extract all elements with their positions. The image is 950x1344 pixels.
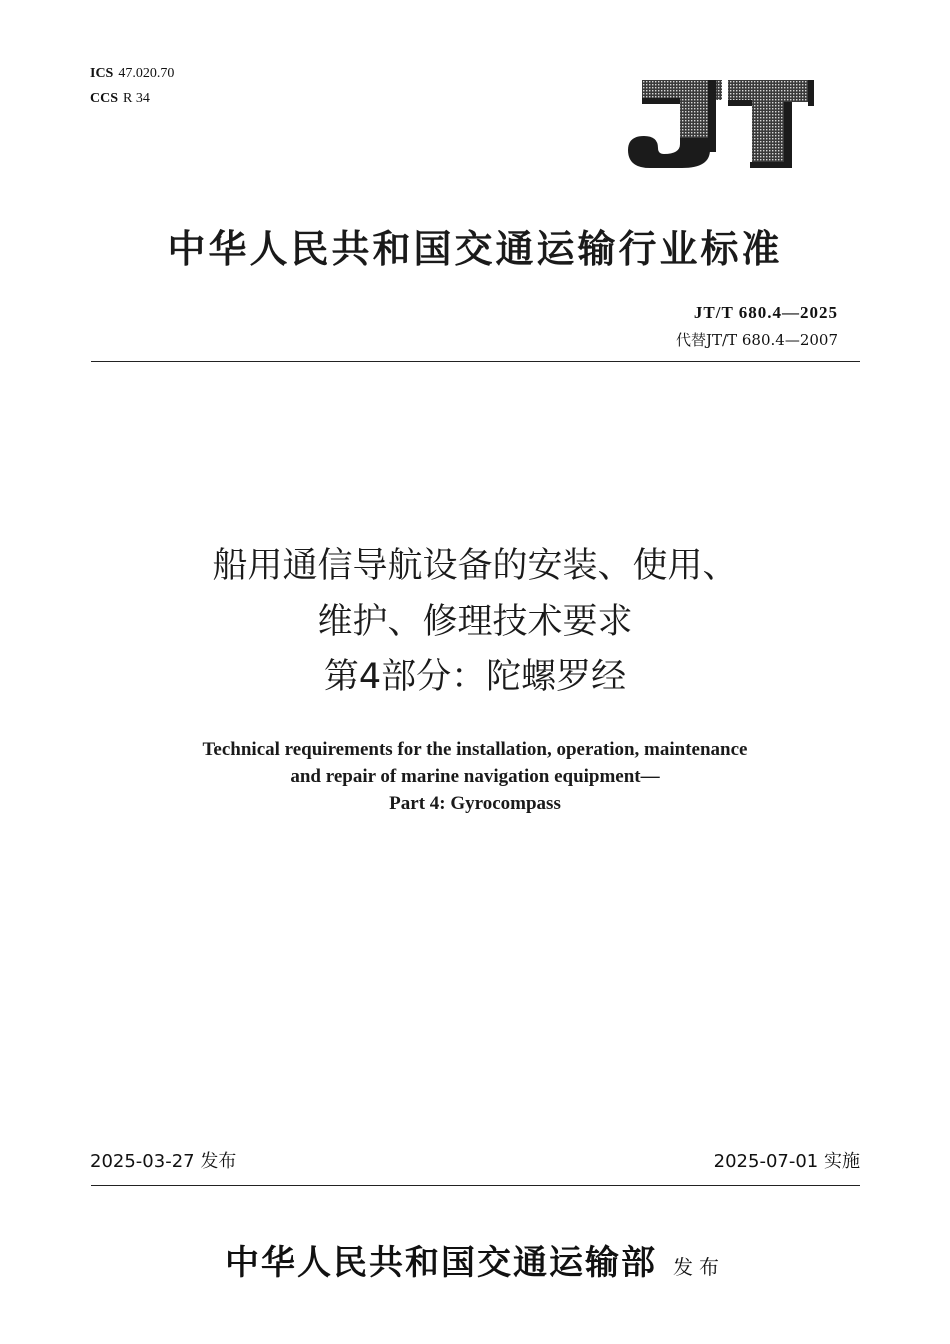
title-cn-line-3: 第4部分：陀螺罗经 (323, 657, 627, 697)
ccs-code (90, 91, 150, 107)
title-en-line-1: Technical requirements for the installation, operation, maintenance (202, 739, 748, 760)
jt-logo (622, 72, 817, 174)
issuer-suffix: 发布 (673, 1255, 725, 1279)
standard-replaces: 代替JT/T 680.4—2007 (676, 331, 838, 349)
title-en-line-3: Part 4: Gyrocompass (389, 793, 561, 814)
issue-date: 2025-03-27 发布 (90, 1151, 237, 1172)
bottom-divider (91, 1185, 860, 1186)
ics-code (90, 66, 174, 82)
title-cn-line-2: 维护、修理技术要求 (317, 602, 633, 642)
standard-number: JT/T 680.4—2025 (693, 303, 838, 322)
title-en-line-2: and repair of marine navigation equipment— (290, 766, 660, 787)
ccs-value: R 34 (123, 91, 150, 106)
ics-value: 47.020.70 (118, 66, 175, 81)
top-divider (91, 361, 860, 362)
ics-label: ICS (90, 66, 114, 81)
industry-standard-heading: 中华人民共和国交通运输行业标准 (167, 227, 783, 271)
issuer (0, 1238, 950, 1294)
issuer-name: 中华人民共和国交通运输部 (225, 1243, 657, 1283)
implementation-date: 2025-07-01 实施 (713, 1151, 860, 1172)
title-cn-line-1: 船用通信导航设备的安装、使用、 (212, 546, 738, 586)
ccs-label: CCS (90, 91, 119, 106)
